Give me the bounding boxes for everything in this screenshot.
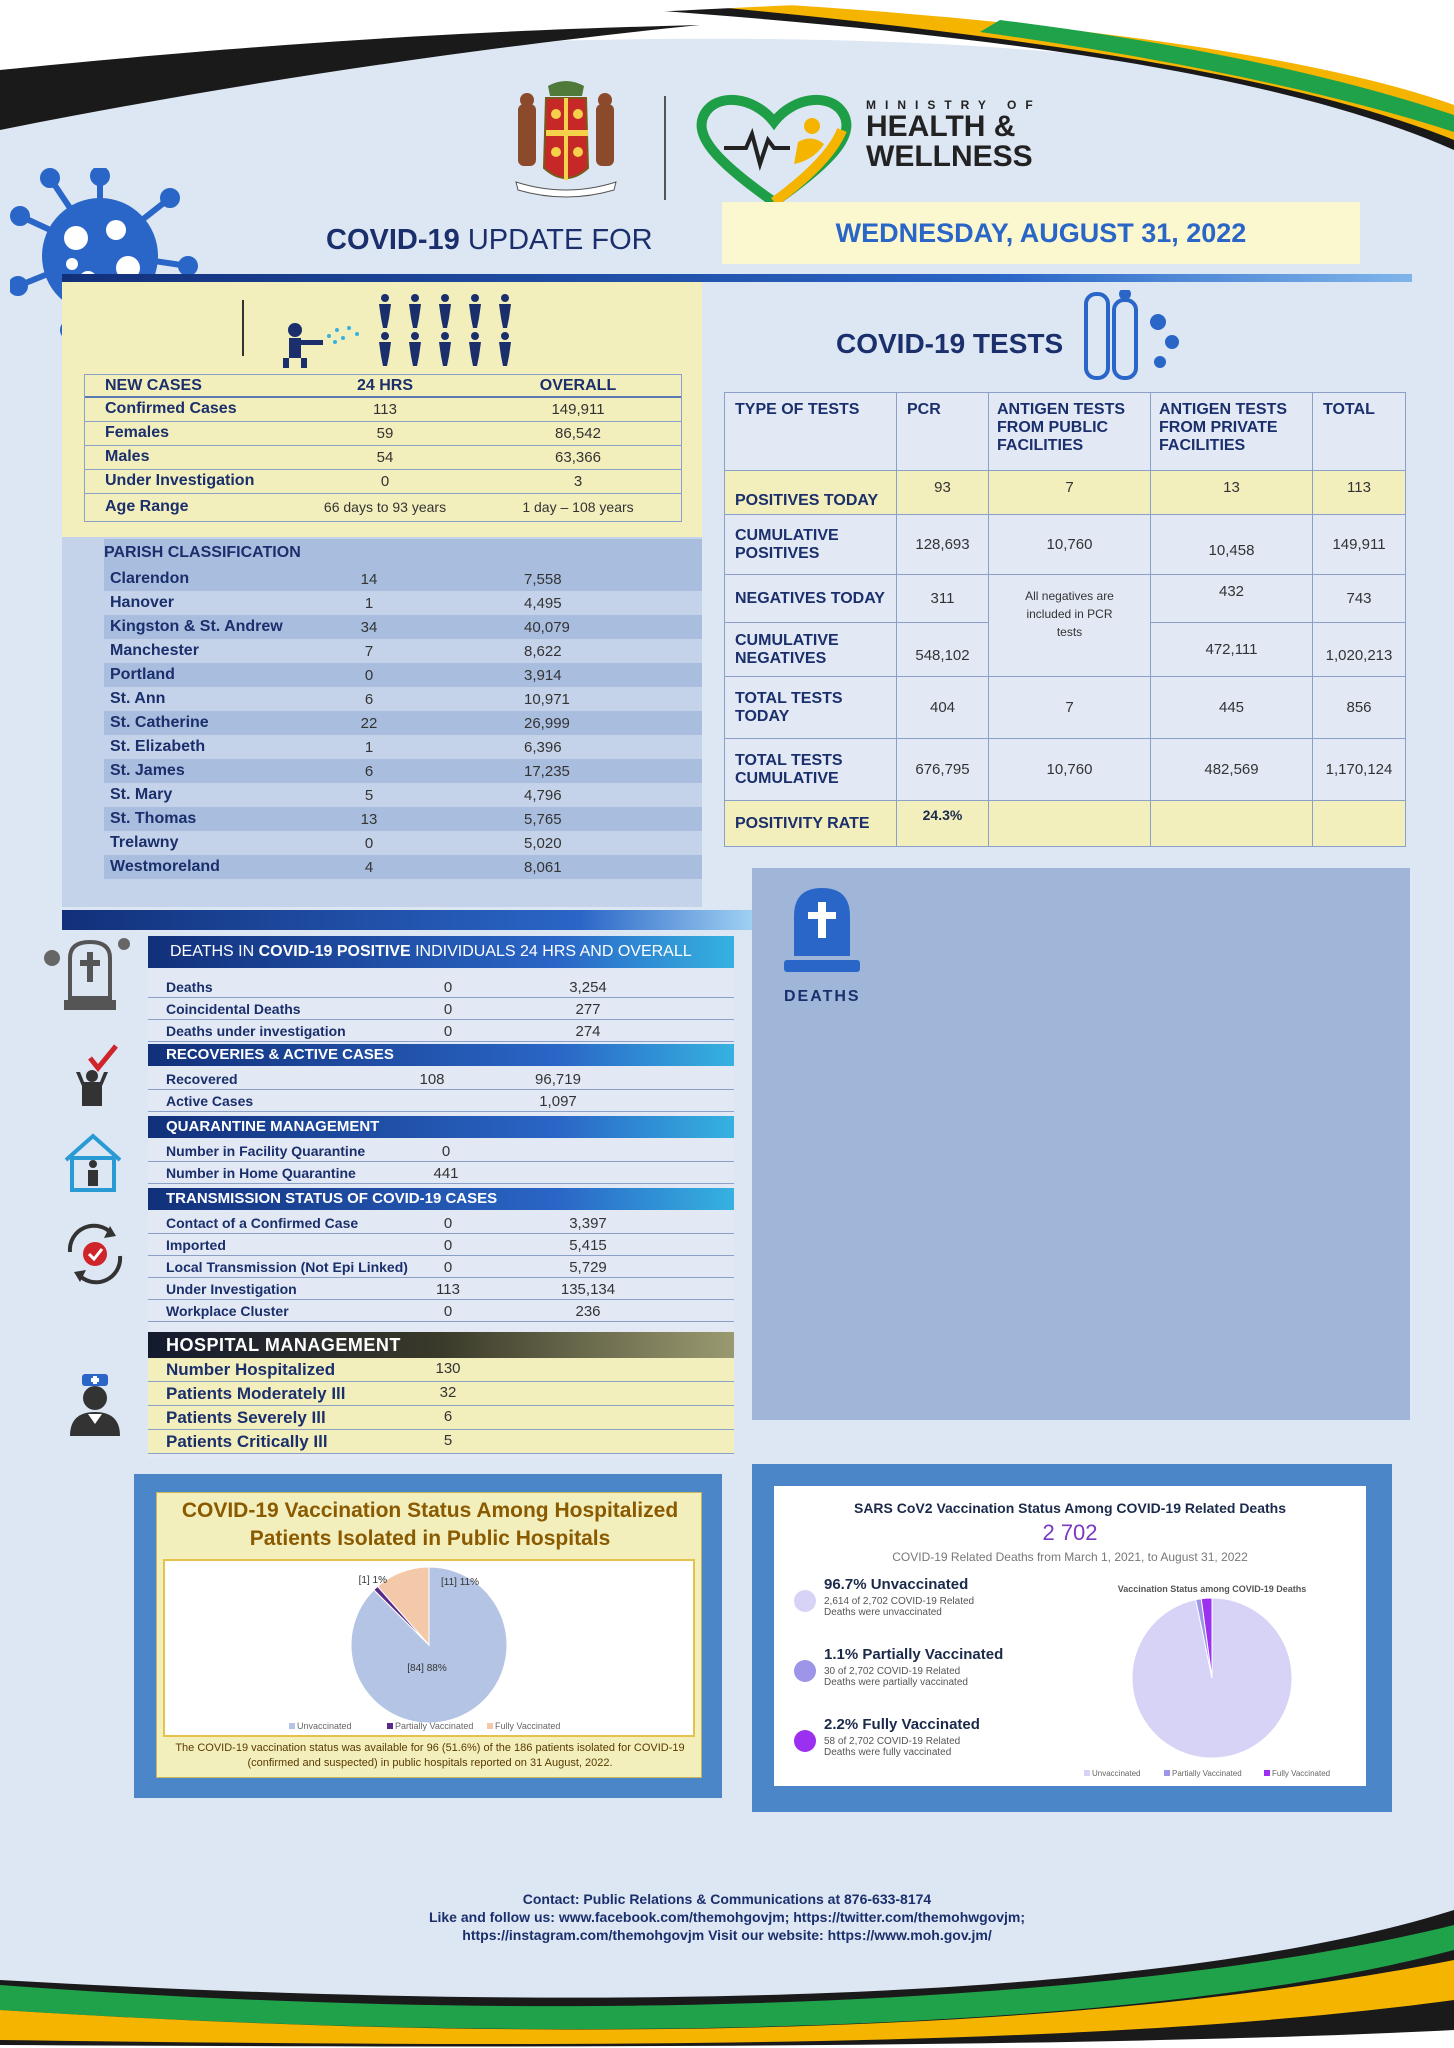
deaths-title-bold: COVID-19 POSITIVE bbox=[258, 943, 411, 960]
hospital-row bbox=[148, 1382, 734, 1406]
chart2-stat-pct: 96.7 bbox=[824, 1576, 854, 1593]
parish-24h: 6 bbox=[364, 762, 374, 780]
deaths-title-post: INDIVIDUALS 24 HRS AND OVERALL bbox=[410, 943, 692, 960]
hospital-label: Patients Severely Ill bbox=[166, 1408, 326, 1427]
parish-row bbox=[104, 615, 702, 639]
update-date: WEDNESDAY, AUGUST 31, 2022 bbox=[722, 202, 1360, 264]
transmission-overall: 236 bbox=[575, 1303, 601, 1320]
tests-row-label: TOTAL TESTS TODAY bbox=[725, 677, 897, 739]
tests-cell-total: 149,911 bbox=[1313, 515, 1406, 575]
transmission-overall: 3,397 bbox=[569, 1215, 607, 1232]
quarantine-row bbox=[148, 1162, 734, 1184]
parish-24h: 34 bbox=[360, 618, 378, 636]
tests-cell-empty bbox=[989, 801, 1151, 847]
chart2-stat-pct: 1.1 bbox=[824, 1646, 845, 1663]
parish-24h: 7 bbox=[364, 642, 374, 660]
section-band bbox=[62, 910, 752, 930]
deaths-24h: 0 bbox=[443, 1001, 453, 1018]
ministry-line-3: WELLNESS bbox=[866, 140, 1033, 173]
parish-row bbox=[104, 831, 702, 855]
legend-swatch bbox=[289, 1723, 295, 1729]
home-quarantine-icon bbox=[62, 1132, 124, 1194]
transmission-label: Imported bbox=[166, 1237, 226, 1253]
chart2-stat bbox=[794, 1642, 1074, 1706]
ministry-line-2: HEALTH & bbox=[866, 110, 1016, 143]
transmission-24h: 0 bbox=[443, 1237, 453, 1254]
update-title-bold: COVID-19 bbox=[326, 224, 460, 256]
deaths-title-pre: DEATHS IN bbox=[170, 943, 259, 960]
pie-data-label: [1] 1% bbox=[358, 1575, 387, 1586]
recoveries-section-title: RECOVERIES & ACTIVE CASES bbox=[148, 1044, 734, 1066]
chart2-stat-desc1: 30 of 2,702 COVID-19 Related bbox=[824, 1666, 961, 1677]
cases-row-label: Age Range bbox=[105, 498, 189, 516]
parish-24h: 0 bbox=[364, 666, 374, 684]
pie-data-label: [11] 11% bbox=[441, 1577, 479, 1588]
cases-row bbox=[85, 493, 681, 521]
deaths-label: Deaths bbox=[166, 979, 213, 995]
parish-24h: 4 bbox=[364, 858, 374, 876]
parish-row bbox=[104, 807, 702, 831]
parish-24h: 1 bbox=[364, 594, 374, 612]
parish-overall: 8,622 bbox=[524, 642, 562, 660]
parish-name: Portland bbox=[110, 666, 175, 683]
recoveries-overall: 1,097 bbox=[539, 1093, 577, 1110]
tests-row-cumulative-positives bbox=[725, 515, 1406, 575]
cases-row-overall: 1 day – 108 years bbox=[522, 499, 634, 516]
tests-row-total-cumulative bbox=[725, 739, 1406, 801]
hospital-value: 32 bbox=[439, 1384, 457, 1401]
legend-swatch bbox=[387, 1723, 393, 1729]
chart2-stat-heading bbox=[824, 1716, 980, 1733]
hospital-value: 130 bbox=[435, 1360, 461, 1377]
transmission-row bbox=[148, 1234, 734, 1256]
parish-row bbox=[104, 591, 702, 615]
tests-row-label: POSITIVES TODAY bbox=[725, 471, 897, 515]
chart2-stat bbox=[794, 1712, 1074, 1776]
footer bbox=[0, 1890, 1454, 1944]
tests-header-private: ANTIGEN TESTS FROM PRIVATE FACILITIES bbox=[1151, 393, 1313, 471]
parish-overall: 3,914 bbox=[524, 666, 562, 684]
cases-panel-divider bbox=[242, 300, 244, 356]
parish-name: Manchester bbox=[110, 642, 199, 659]
deaths-24h: 0 bbox=[443, 1023, 453, 1040]
tests-table bbox=[724, 392, 1406, 847]
tests-header-type: TYPE OF TESTS bbox=[725, 393, 897, 471]
parish-name: Clarendon bbox=[110, 570, 190, 587]
doctor-icon bbox=[64, 1372, 126, 1438]
quarantine-label: Number in Facility Quarantine bbox=[166, 1143, 366, 1159]
deaths-panel bbox=[752, 868, 1410, 1420]
footer-contact: Contact: Public Relations & Communications at 876-633-8174 bbox=[522, 1891, 932, 1907]
parish-row bbox=[104, 663, 702, 687]
cases-row-label: Under Investigation bbox=[105, 472, 255, 489]
parish-24h: 14 bbox=[360, 570, 378, 588]
tests-cell-private: 482,569 bbox=[1151, 739, 1313, 801]
deaths-row bbox=[148, 976, 734, 998]
chart1-title: COVID-19 Vaccination Status Among Hospitalized Patients Isolated in Public Hospitals bbox=[181, 1499, 679, 1550]
tests-negatives-note: All negatives are included in PCR tests bbox=[989, 575, 1151, 677]
transmission-cycle-icon bbox=[60, 1222, 130, 1286]
transmission-section-title: TRANSMISSION STATUS OF COVID-19 CASES bbox=[148, 1188, 734, 1210]
hospital-section-title: HOSPITAL MANAGEMENT bbox=[148, 1332, 734, 1358]
quarantine-value: 0 bbox=[441, 1143, 451, 1160]
header-24hrs: 24 HRS bbox=[356, 376, 414, 394]
header-new-cases: NEW CASES bbox=[105, 376, 202, 394]
transmission-overall: 5,415 bbox=[569, 1237, 607, 1254]
new-cases-table bbox=[84, 374, 682, 522]
cases-row-label: Males bbox=[105, 448, 150, 465]
tests-cell-pcr: 404 bbox=[897, 677, 989, 739]
quarantine-label: Number in Home Quarantine bbox=[166, 1165, 356, 1181]
chart1-plot bbox=[163, 1559, 695, 1737]
tests-row-label: CUMULATIVE NEGATIVES bbox=[725, 623, 897, 677]
chart2-svg bbox=[1062, 1596, 1362, 1782]
parish-row bbox=[104, 687, 702, 711]
parish-row bbox=[104, 735, 702, 759]
tests-row-label: NEGATIVES TODAY bbox=[725, 575, 897, 623]
chart2-stat-label: % Unvaccinated bbox=[853, 1576, 969, 1593]
status-table bbox=[148, 936, 734, 1458]
legend-swatch bbox=[1164, 1770, 1170, 1776]
cases-row-24h: 54 bbox=[376, 448, 394, 466]
transmission-24h: 0 bbox=[443, 1303, 453, 1320]
legend-entry: Partially Vaccinated bbox=[1172, 1769, 1242, 1778]
parish-panel bbox=[62, 537, 702, 907]
tests-row-label: POSITIVITY RATE bbox=[725, 801, 897, 847]
recoveries-label: Recovered bbox=[166, 1071, 238, 1087]
parish-name: St. James bbox=[110, 762, 185, 779]
deaths-section-title bbox=[148, 936, 734, 968]
deaths-overall: 277 bbox=[575, 1001, 601, 1018]
parish-name: Hanover bbox=[110, 594, 175, 611]
header-overall: OVERALL bbox=[539, 376, 617, 394]
legend-entry: Fully Vaccinated bbox=[495, 1721, 561, 1731]
transmission-label: Contact of a Confirmed Case bbox=[166, 1215, 359, 1231]
parish-row bbox=[104, 855, 702, 879]
parish-overall: 17,235 bbox=[524, 762, 570, 780]
deaths-rows bbox=[148, 976, 734, 1042]
parish-24h: 5 bbox=[364, 786, 374, 804]
parish-overall: 4,495 bbox=[524, 594, 562, 612]
new-cases-header-row bbox=[85, 375, 681, 397]
tests-cell-empty bbox=[1313, 801, 1406, 847]
parish-24h: 0 bbox=[364, 834, 374, 852]
tests-cell-empty bbox=[1151, 801, 1313, 847]
tests-cell-private: 432 bbox=[1151, 575, 1313, 623]
tests-cell-public: 10,760 bbox=[989, 515, 1151, 575]
moh-heart-logo bbox=[694, 90, 854, 206]
tests-cell-total: 1,170,124 bbox=[1313, 739, 1406, 801]
tests-cell-private: 10,458 bbox=[1151, 515, 1313, 575]
quarantine-value: 441 bbox=[433, 1165, 459, 1182]
tests-cell-private: 445 bbox=[1151, 677, 1313, 739]
chart2-stat-pct: 2.2% bbox=[824, 1716, 859, 1733]
parish-overall: 7,558 bbox=[524, 570, 562, 588]
header-rule bbox=[62, 274, 1412, 282]
parish-24h: 22 bbox=[360, 714, 378, 732]
tests-row-positivity bbox=[725, 801, 1406, 847]
tests-cell-pcr: 128,693 bbox=[897, 515, 989, 575]
legend-entry: Partially Vaccinated bbox=[395, 1721, 474, 1731]
tests-header-public: ANTIGEN TESTS FROM PUBLIC FACILITIES bbox=[989, 393, 1151, 471]
transmission-overall: 5,729 bbox=[569, 1259, 607, 1276]
recoveries-row bbox=[148, 1068, 734, 1090]
deaths-panel-label: DEATHS bbox=[784, 988, 861, 1005]
parish-overall: 10,971 bbox=[524, 690, 570, 708]
recoveries-24h: 108 bbox=[419, 1071, 445, 1088]
ministry-name bbox=[866, 98, 1066, 172]
chart2-stat-dot bbox=[794, 1590, 816, 1612]
cases-panel bbox=[62, 282, 702, 537]
cases-row-overall: 63,366 bbox=[555, 448, 601, 466]
tests-cell-private: 13 bbox=[1151, 471, 1313, 515]
chart2-stat-desc2: Deaths were unvaccinated bbox=[824, 1607, 942, 1618]
chart2-inner-title: Vaccination Status among COVID-19 Deaths bbox=[1117, 1584, 1307, 1594]
chart2-title: SARS CoV2 Vaccination Status Among COVID-19 Related Deaths bbox=[853, 1500, 1287, 1516]
cases-row bbox=[85, 421, 681, 445]
parish-overall: 8,061 bbox=[524, 858, 562, 876]
transmission-row bbox=[148, 1300, 734, 1322]
parish-name: St. Ann bbox=[110, 690, 166, 707]
chart2-stat bbox=[794, 1572, 1074, 1636]
parish-overall: 40,079 bbox=[524, 618, 570, 636]
tests-section bbox=[702, 282, 1410, 852]
tests-row-total-today bbox=[725, 677, 1406, 739]
tests-cell-pcr: 548,102 bbox=[897, 623, 989, 677]
parish-24h: 13 bbox=[360, 810, 378, 828]
tests-row-positives-today bbox=[725, 471, 1406, 515]
legend-entry: Unvaccinated bbox=[1092, 1769, 1141, 1778]
tests-row-negatives-today bbox=[725, 575, 1406, 623]
tests-title: COVID-19 TESTS bbox=[836, 328, 1064, 359]
people-spray-icon bbox=[277, 290, 527, 370]
tests-cell-total: 1,020,213 bbox=[1313, 623, 1406, 677]
transmission-24h: 0 bbox=[443, 1215, 453, 1232]
parish-overall: 4,796 bbox=[524, 786, 562, 804]
update-title-rest: UPDATE FOR bbox=[459, 224, 653, 256]
deaths-label: Coincidental Deaths bbox=[166, 1001, 301, 1017]
hospital-row bbox=[148, 1358, 734, 1382]
chart2-stats bbox=[794, 1572, 1074, 1782]
tests-row-label: CUMULATIVE POSITIVES bbox=[725, 515, 897, 575]
cases-row-overall: 149,911 bbox=[551, 400, 605, 418]
chart2-stat-desc2: Deaths were fully vaccinated bbox=[824, 1747, 952, 1758]
parish-table bbox=[104, 567, 702, 879]
deaths-row bbox=[148, 998, 734, 1020]
tests-header-row bbox=[725, 393, 1406, 471]
transmission-label: Workplace Cluster bbox=[166, 1303, 289, 1319]
parish-overall: 26,999 bbox=[524, 714, 570, 732]
transmission-row bbox=[148, 1278, 734, 1300]
hospital-vaccination-chart-frame bbox=[134, 1474, 722, 1798]
quarantine-rows bbox=[148, 1140, 734, 1184]
hospital-value: 6 bbox=[443, 1408, 453, 1425]
test-tubes-icon bbox=[1080, 290, 1190, 385]
tests-cell-total: 113 bbox=[1313, 471, 1406, 515]
transmission-overall: 135,134 bbox=[560, 1281, 616, 1298]
tests-cell-private: 472,111 bbox=[1151, 623, 1313, 677]
hospital-vaccination-chart bbox=[156, 1492, 702, 1778]
chart2-stat-dot bbox=[794, 1660, 816, 1682]
parish-row bbox=[104, 711, 702, 735]
tombstone-icon bbox=[780, 882, 864, 978]
pie-data-label: [84] 88% bbox=[407, 1663, 447, 1674]
deaths-overall: 3,254 bbox=[569, 979, 607, 996]
tests-row-label: TOTAL TESTS CUMULATIVE bbox=[725, 739, 897, 801]
tests-cell-pcr: 676,795 bbox=[897, 739, 989, 801]
transmission-row bbox=[148, 1212, 734, 1234]
deaths-label: Deaths under investigation bbox=[166, 1023, 346, 1039]
cases-row-24h: 113 bbox=[373, 400, 397, 418]
parish-row bbox=[104, 639, 702, 663]
header-divider bbox=[664, 96, 666, 200]
chart2-stat-heading bbox=[824, 1646, 1003, 1663]
cases-row bbox=[85, 469, 681, 493]
tests-header-pcr: PCR bbox=[897, 393, 989, 471]
cases-row-24h: 66 days to 93 years bbox=[323, 499, 447, 516]
parish-row bbox=[104, 783, 702, 807]
parish-overall: 6,396 bbox=[524, 738, 562, 756]
recoveries-overall: 96,719 bbox=[535, 1071, 581, 1088]
jamaica-coat-of-arms bbox=[496, 78, 636, 202]
tests-cell-positivity: 24.3% bbox=[897, 801, 989, 847]
hospital-rows bbox=[148, 1358, 734, 1454]
parish-title: PARISH CLASSIFICATION bbox=[104, 539, 702, 567]
legend-swatch bbox=[1084, 1770, 1090, 1776]
cases-row-overall: 86,542 bbox=[555, 424, 601, 442]
cases-row-label: Confirmed Cases bbox=[105, 400, 237, 418]
tests-cell-pcr: 311 bbox=[897, 575, 989, 623]
legend-swatch bbox=[1264, 1770, 1270, 1776]
hospital-row bbox=[148, 1430, 734, 1454]
tests-cell-total: 856 bbox=[1313, 677, 1406, 739]
update-title bbox=[326, 224, 653, 257]
ministry-line-1: MINISTRY OF bbox=[866, 98, 1042, 112]
deaths-24h: 0 bbox=[443, 979, 453, 996]
hospital-label: Patients Moderately Ill bbox=[166, 1384, 346, 1403]
quarantine-section-title: QUARANTINE MANAGEMENT bbox=[148, 1116, 734, 1138]
transmission-24h: 113 bbox=[436, 1281, 460, 1298]
recoveries-row bbox=[148, 1090, 734, 1112]
deaths-vaccination-chart-frame bbox=[752, 1464, 1392, 1812]
transmission-row bbox=[148, 1256, 734, 1278]
legend-entry: Unvaccinated bbox=[297, 1721, 352, 1731]
chart2-stat-desc1: 58 of 2,702 COVID-19 Related bbox=[824, 1736, 961, 1747]
cases-row-24h: 0 bbox=[380, 472, 390, 490]
transmission-label: Under Investigation bbox=[166, 1281, 297, 1297]
parish-name: St. Catherine bbox=[110, 714, 209, 731]
cases-row bbox=[85, 445, 681, 469]
parish-row bbox=[104, 567, 702, 591]
deaths-overall: 274 bbox=[575, 1023, 601, 1040]
recoveries-rows bbox=[148, 1068, 734, 1112]
chart2-stat-desc1: 2,614 of 2,702 COVID-19 Related bbox=[824, 1596, 975, 1607]
hospital-label: Number Hospitalized bbox=[166, 1360, 336, 1379]
transmission-label: Local Transmission (Not Epi Linked) bbox=[166, 1259, 408, 1275]
deaths-row bbox=[148, 1020, 734, 1042]
footer-social[interactable]: Like and follow us: www.facebook.com/themohgovjm; https://twitter.com/themohwgovjm; bbox=[428, 1909, 1026, 1925]
cases-row-label: Females bbox=[105, 424, 170, 441]
chart2-stat-label: Fully Vaccinated bbox=[858, 1716, 980, 1733]
hospital-row bbox=[148, 1406, 734, 1430]
tests-cell-public: 7 bbox=[989, 471, 1151, 515]
parish-overall: 5,020 bbox=[524, 834, 562, 852]
cases-row bbox=[85, 397, 681, 421]
parish-24h: 6 bbox=[364, 690, 374, 708]
grave-virus-icon bbox=[40, 936, 134, 1016]
legend-entry: Fully Vaccinated bbox=[1272, 1769, 1331, 1778]
chart2-subtitle: COVID-19 Related Deaths from March 1, 2021, to August 31, 2022 bbox=[892, 1550, 1248, 1564]
tests-cell-total: 743 bbox=[1313, 575, 1406, 623]
parish-name: St. Elizabeth bbox=[110, 738, 206, 755]
parish-row bbox=[104, 759, 702, 783]
tests-header-total: TOTAL bbox=[1313, 393, 1406, 471]
hospital-value: 5 bbox=[443, 1432, 453, 1449]
cases-row-24h: 59 bbox=[376, 424, 394, 442]
chart2-stat-dot bbox=[794, 1730, 816, 1752]
parish-name: Kingston & St. Andrew bbox=[110, 618, 283, 635]
footer-website[interactable]: https://instagram.com/themohgovjm Visit our website: https://www.moh.gov.jm/ bbox=[462, 1927, 992, 1943]
cases-row-overall: 3 bbox=[573, 472, 583, 490]
parish-name: St. Mary bbox=[110, 786, 173, 803]
parish-name: Trelawny bbox=[110, 834, 179, 851]
tests-cell-pcr: 93 bbox=[897, 471, 989, 515]
chart2-stat-label: % Partially Vaccinated bbox=[844, 1646, 1004, 1663]
parish-24h: 1 bbox=[364, 738, 374, 756]
legend-swatch bbox=[487, 1723, 493, 1729]
parish-name: Westmoreland bbox=[110, 858, 220, 875]
transmission-24h: 0 bbox=[443, 1259, 453, 1276]
quarantine-row bbox=[148, 1140, 734, 1162]
chart1-svg bbox=[165, 1561, 693, 1735]
parish-overall: 5,765 bbox=[524, 810, 562, 828]
transmission-rows bbox=[148, 1212, 734, 1322]
chart2-stat-heading bbox=[824, 1576, 968, 1593]
deaths-vaccination-chart bbox=[774, 1486, 1366, 1786]
tests-cell-public: 7 bbox=[989, 677, 1151, 739]
parish-name: St. Thomas bbox=[110, 810, 197, 827]
tests-cell-public: 10,760 bbox=[989, 739, 1151, 801]
chart2-stat-desc2: Deaths were partially vaccinated bbox=[824, 1677, 968, 1688]
recovered-person-icon bbox=[62, 1042, 122, 1108]
chart1-note: The COVID-19 vaccination status was available for 96 (51.6%) of the 186 patients isolated for COVID-19 (confirmed and suspected) in public hospitals reported on 31 August, 2022. bbox=[175, 1742, 685, 1769]
recoveries-label: Active Cases bbox=[166, 1093, 254, 1109]
chart2-total: 2 702 bbox=[1042, 1520, 1098, 1545]
hospital-label: Patients Critically Ill bbox=[166, 1432, 328, 1451]
